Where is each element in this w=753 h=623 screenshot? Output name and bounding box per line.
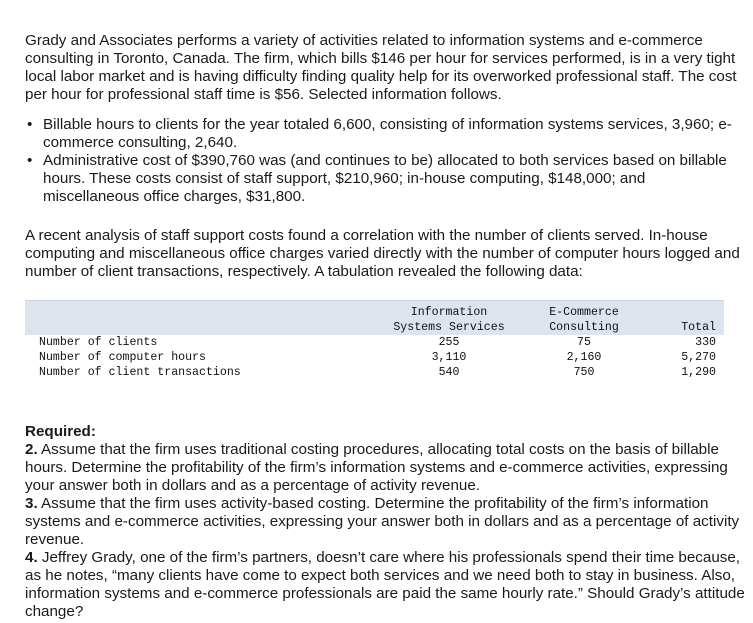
bullet-administrative-cost: • Administrative cost of $390,760 was (and continues to be) allocated to both services based on billable hours. These costs consist of staff support, $210,960; in-house computing, $148,000; and miscellaneous office charges, $31,800. bbox=[25, 152, 737, 206]
header-line: E-Commerce bbox=[549, 306, 619, 319]
cell-e-commerce: 750 bbox=[573, 366, 595, 379]
header-total bbox=[644, 301, 724, 335]
required-heading: Required: bbox=[25, 423, 96, 440]
question-number: 4. bbox=[25, 549, 38, 566]
table-row bbox=[25, 365, 724, 380]
table-row bbox=[25, 350, 724, 365]
cell-information-systems: 540 bbox=[438, 366, 460, 379]
table-row bbox=[25, 335, 724, 350]
problem-page bbox=[25, 32, 749, 621]
header-e-commerce bbox=[524, 301, 644, 335]
question-text: Assume that the firm uses activity-based costing. Determine the profitability of the firm’s information systems and e-commerce activities, expressing your answer both in dollars and as a percentage of activity revenue. bbox=[25, 495, 740, 548]
data-table bbox=[25, 301, 724, 380]
table-header-row bbox=[25, 301, 724, 335]
data-table-wrapper bbox=[25, 300, 724, 380]
cell-e-commerce: 75 bbox=[577, 336, 591, 349]
cell-information-systems: 3,110 bbox=[431, 351, 467, 364]
cell-total: 330 bbox=[695, 336, 716, 349]
header-line: Information bbox=[410, 306, 488, 319]
row-label: Number of client transactions bbox=[39, 366, 241, 379]
question-text: Jeffrey Grady, one of the firm’s partners, doesn’t care where his professionals spend their time because, as he notes, “many clients have come to expect both services and we need both to stay in business. Also, information systems and e-commerce professionals are paid the same hourly rate.” Should Grady’s attitude change? bbox=[25, 549, 745, 620]
row-label: Number of clients bbox=[39, 336, 158, 349]
info-bullet-list bbox=[25, 116, 737, 206]
cell-information-systems: 255 bbox=[438, 336, 460, 349]
cell-total: 5,270 bbox=[681, 351, 716, 364]
question-4 bbox=[25, 549, 749, 621]
question-number: 2. bbox=[25, 441, 38, 458]
intro-paragraph: Grady and Associates performs a variety of activities related to information systems and e-commerce consulting in Toronto, Canada. The firm, which bills $146 per hour for services performed, is in a very tight local labor market and is having difficulty finding quality help for its overworked professional staff. The cost per hour for professional staff time is $56. Selected information follows. bbox=[25, 32, 737, 103]
analysis-paragraph: A recent analysis of staff support costs found a correlation with the number of clients served. In-house computing and miscellaneous office charges varied directly with the number of computer hours logged and number of client transactions, respectively. A tabulation revealed the following data: bbox=[25, 227, 740, 280]
bullet-billable-hours: • Billable hours to clients for the year totaled 6,600, consisting of information systems services, 3,960; e-commerce consulting, 2,640. bbox=[25, 116, 737, 152]
question-number: 3. bbox=[25, 495, 38, 512]
required-section bbox=[25, 423, 749, 621]
row-label: Number of computer hours bbox=[39, 351, 206, 364]
question-2 bbox=[25, 441, 749, 495]
header-information-systems bbox=[374, 301, 524, 335]
question-3 bbox=[25, 495, 749, 549]
header-line: Total bbox=[681, 321, 716, 334]
cell-total: 1,290 bbox=[681, 366, 716, 379]
question-text: Assume that the firm uses traditional costing procedures, allocating total costs on the basis of billable hours. Determine the profitability of the firm’s information systems and e-commerce activities, expressing your answer both in dollars and as a percentage of activity revenue. bbox=[25, 441, 728, 494]
header-line: Systems Services bbox=[393, 321, 505, 334]
header-label-column bbox=[25, 301, 374, 335]
cell-e-commerce: 2,160 bbox=[566, 351, 602, 364]
header-line: Consulting bbox=[549, 321, 619, 334]
